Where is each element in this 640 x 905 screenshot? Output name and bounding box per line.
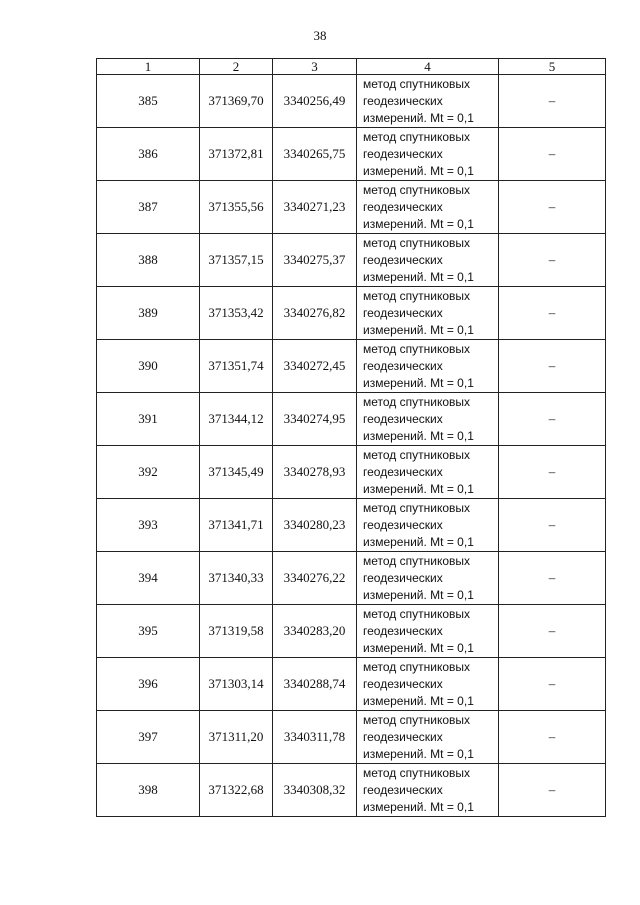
coordinates-table xyxy=(96,58,606,817)
y-coordinate-cell: 3340308,32 xyxy=(273,764,357,817)
x-coordinate-cell: 371353,42 xyxy=(200,287,273,340)
table-row xyxy=(97,711,606,764)
method-line: геодезических xyxy=(363,411,443,426)
y-coordinate-cell: 3340278,93 xyxy=(273,446,357,499)
table-row xyxy=(97,287,606,340)
point-number-cell: 398 xyxy=(97,764,200,817)
x-coordinate-cell: 371355,56 xyxy=(200,181,273,234)
method-line: метод спутниковых xyxy=(363,129,471,144)
method-cell xyxy=(357,75,499,128)
point-number-cell: 390 xyxy=(97,340,200,393)
point-number-cell: 392 xyxy=(97,446,200,499)
note-cell: – xyxy=(499,658,606,711)
method-cell xyxy=(357,340,499,393)
header-cell-5: 5 xyxy=(499,59,606,75)
y-coordinate-cell: 3340276,22 xyxy=(273,552,357,605)
table-row xyxy=(97,181,606,234)
x-coordinate-cell: 371351,74 xyxy=(200,340,273,393)
method-line: метод спутниковых xyxy=(363,394,471,409)
y-coordinate-cell: 3340274,95 xyxy=(273,393,357,446)
table-row xyxy=(97,446,606,499)
method-line: метод спутниковых xyxy=(363,76,471,91)
method-line: геодезических xyxy=(363,782,443,797)
table-row xyxy=(97,128,606,181)
method-line: измерений. Mt = 0,1 xyxy=(363,322,474,337)
method-line: измерений. Mt = 0,1 xyxy=(363,693,474,708)
point-number-cell: 393 xyxy=(97,499,200,552)
point-number-cell: 397 xyxy=(97,711,200,764)
note-cell: – xyxy=(499,181,606,234)
note-cell: – xyxy=(499,340,606,393)
method-line: метод спутниковых xyxy=(363,659,471,674)
method-line: измерений. Mt = 0,1 xyxy=(363,481,474,496)
x-coordinate-cell: 371372,81 xyxy=(200,128,273,181)
x-coordinate-cell: 371319,58 xyxy=(200,605,273,658)
table-row xyxy=(97,552,606,605)
note-cell: – xyxy=(499,764,606,817)
table-row xyxy=(97,340,606,393)
note-cell: – xyxy=(499,446,606,499)
method-line: метод спутниковых xyxy=(363,765,471,780)
table-row xyxy=(97,234,606,287)
method-line: метод спутниковых xyxy=(363,553,471,568)
method-line: геодезических xyxy=(363,93,443,108)
point-number-cell: 394 xyxy=(97,552,200,605)
table-row xyxy=(97,764,606,817)
method-line: геодезических xyxy=(363,517,443,532)
method-line: метод спутниковых xyxy=(363,288,471,303)
method-line: геодезических xyxy=(363,358,443,373)
point-number-cell: 395 xyxy=(97,605,200,658)
method-cell xyxy=(357,658,499,711)
method-line: геодезических xyxy=(363,146,443,161)
method-cell xyxy=(357,393,499,446)
method-cell xyxy=(357,234,499,287)
x-coordinate-cell: 371369,70 xyxy=(200,75,273,128)
point-number-cell: 385 xyxy=(97,75,200,128)
method-line: геодезических xyxy=(363,729,443,744)
method-cell xyxy=(357,446,499,499)
method-line: метод спутниковых xyxy=(363,712,471,727)
table-row xyxy=(97,75,606,128)
method-line: метод спутниковых xyxy=(363,235,471,250)
y-coordinate-cell: 3340283,20 xyxy=(273,605,357,658)
y-coordinate-cell: 3340311,78 xyxy=(273,711,357,764)
point-number-cell: 387 xyxy=(97,181,200,234)
note-cell: – xyxy=(499,605,606,658)
x-coordinate-cell: 371322,68 xyxy=(200,764,273,817)
note-cell: – xyxy=(499,499,606,552)
method-line: метод спутниковых xyxy=(363,606,471,621)
method-line: геодезических xyxy=(363,676,443,691)
method-cell xyxy=(357,128,499,181)
point-number-cell: 386 xyxy=(97,128,200,181)
x-coordinate-cell: 371341,71 xyxy=(200,499,273,552)
point-number-cell: 389 xyxy=(97,287,200,340)
table-row xyxy=(97,658,606,711)
method-line: метод спутниковых xyxy=(363,341,471,356)
header-cell-4: 4 xyxy=(357,59,499,75)
y-coordinate-cell: 3340272,45 xyxy=(273,340,357,393)
method-cell xyxy=(357,287,499,340)
y-coordinate-cell: 3340276,82 xyxy=(273,287,357,340)
header-cell-2: 2 xyxy=(200,59,273,75)
method-line: геодезических xyxy=(363,464,443,479)
x-coordinate-cell: 371345,49 xyxy=(200,446,273,499)
y-coordinate-cell: 3340271,23 xyxy=(273,181,357,234)
method-line: измерений. Mt = 0,1 xyxy=(363,216,474,231)
method-line: геодезических xyxy=(363,252,443,267)
point-number-cell: 396 xyxy=(97,658,200,711)
y-coordinate-cell: 3340265,75 xyxy=(273,128,357,181)
x-coordinate-cell: 371340,33 xyxy=(200,552,273,605)
method-line: измерений. Mt = 0,1 xyxy=(363,269,474,284)
method-cell xyxy=(357,552,499,605)
note-cell: – xyxy=(499,711,606,764)
method-line: измерений. Mt = 0,1 xyxy=(363,375,474,390)
note-cell: – xyxy=(499,75,606,128)
method-line: измерений. Mt = 0,1 xyxy=(363,799,474,814)
x-coordinate-cell: 371344,12 xyxy=(200,393,273,446)
note-cell: – xyxy=(499,552,606,605)
x-coordinate-cell: 371311,20 xyxy=(200,711,273,764)
method-line: геодезических xyxy=(363,305,443,320)
method-cell xyxy=(357,499,499,552)
header-cell-3: 3 xyxy=(273,59,357,75)
table-row xyxy=(97,605,606,658)
method-line: геодезических xyxy=(363,623,443,638)
method-cell xyxy=(357,711,499,764)
method-line: измерений. Mt = 0,1 xyxy=(363,587,474,602)
point-number-cell: 391 xyxy=(97,393,200,446)
method-cell xyxy=(357,181,499,234)
method-cell xyxy=(357,605,499,658)
note-cell: – xyxy=(499,287,606,340)
method-line: метод спутниковых xyxy=(363,500,471,515)
y-coordinate-cell: 3340288,74 xyxy=(273,658,357,711)
y-coordinate-cell: 3340280,23 xyxy=(273,499,357,552)
method-line: измерений. Mt = 0,1 xyxy=(363,746,474,761)
table-body xyxy=(97,75,606,817)
note-cell: – xyxy=(499,128,606,181)
method-cell xyxy=(357,764,499,817)
y-coordinate-cell: 3340275,37 xyxy=(273,234,357,287)
method-line: измерений. Mt = 0,1 xyxy=(363,163,474,178)
method-line: измерений. Mt = 0,1 xyxy=(363,640,474,655)
method-line: измерений. Mt = 0,1 xyxy=(363,534,474,549)
page-number: 38 xyxy=(313,28,327,43)
method-line: метод спутниковых xyxy=(363,182,471,197)
method-line: геодезических xyxy=(363,199,443,214)
point-number-cell: 388 xyxy=(97,234,200,287)
method-line: геодезических xyxy=(363,570,443,585)
table-row xyxy=(97,499,606,552)
x-coordinate-cell: 371357,15 xyxy=(200,234,273,287)
method-line: измерений. Mt = 0,1 xyxy=(363,428,474,443)
method-line: измерений. Mt = 0,1 xyxy=(363,110,474,125)
table-row xyxy=(97,393,606,446)
header-row xyxy=(97,59,606,75)
note-cell: – xyxy=(499,234,606,287)
x-coordinate-cell: 371303,14 xyxy=(200,658,273,711)
header-cell-1: 1 xyxy=(97,59,200,75)
method-line: метод спутниковых xyxy=(363,447,471,462)
y-coordinate-cell: 3340256,49 xyxy=(273,75,357,128)
note-cell: – xyxy=(499,393,606,446)
